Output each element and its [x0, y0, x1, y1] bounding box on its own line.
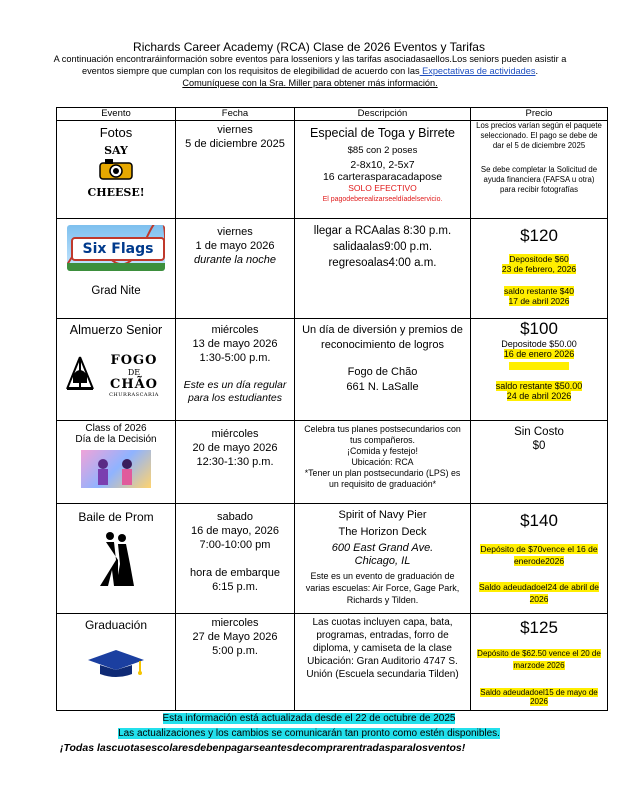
description-cell: llegar a RCAalas 8:30 p.m. salidaalas9:00 p.m. regresoalas4:00 a.m.: [295, 219, 471, 319]
date-cell: miercoles 27 de Mayo 2026 5:00 p.m.: [176, 614, 295, 711]
event-cell: Class of 2026 Día de la Decisión: [57, 421, 176, 504]
page-title: Richards Career Academy (RCA) Clase de 2026 Eventos y Tarifas: [133, 40, 485, 54]
students-celebrating-icon: [81, 450, 151, 488]
price-cell: $140 Depósito de $70vence el 16 de enerode2026 Saldo adeudadoel24 de abril de 2026: [471, 504, 608, 614]
event-cell: [57, 319, 176, 421]
header-evento: Evento: [57, 108, 176, 121]
event-cell: [57, 121, 176, 219]
table-row: [57, 504, 608, 614]
footer-notice: ¡Todas lascuotasescolaresdebenpagarseantesdecomprarentradasparalosventos!: [60, 742, 466, 754]
description-cell: Spirit of Navy Pier The Horizon Deck 600 East Grand Ave. Chicago, IL Este es un evento de graduación de varias escuelas: Air Force, Gage Park, Richards y Tilden.: [295, 504, 471, 614]
description-cell: Celebra tus planes postsecundarios con tus compañeros. ¡Comida y festejo! Ubicación: RCA *Tener un plan postsecundario (LPS) es un requisito de graduación*: [295, 421, 471, 504]
event-name: Grad Nite: [91, 285, 141, 297]
event-cell: [57, 504, 176, 614]
event-cell: [57, 219, 176, 319]
header-precio: Precio: [471, 108, 608, 121]
intro-text: [40, 53, 580, 89]
header-fecha: Fecha: [176, 108, 295, 121]
fire-pit-icon: [63, 353, 97, 393]
say-cheese-logo: SAY CHEESE!: [87, 144, 145, 199]
price-cell: Los precios varían según el paquete seleccionado. El pago se debe de dar el 5 de diciembre 2025 Se debe completar la Solicitud de ayuda financiera (FAFSA u otra) para recibir fotografías: [471, 121, 608, 219]
table-row: [57, 319, 608, 421]
date-cell: viernes 5 de diciembre 2025: [176, 121, 295, 219]
price-cell: $100 Depositode $50.00 16 de enero 2026 saldo restante $50.00 24 de abril 2026: [471, 319, 608, 421]
table-row: [57, 219, 608, 319]
description-cell: Un día de diversión y premios de reconocimiento de logros Fogo de Chão 661 N. LaSalle: [295, 319, 471, 421]
description-cell: Las cuotas incluyen capa, bata, programas, entradas, forro de diploma, y camiseta de la clase Ubicación: Gran Auditorio 4747 S. Unión (Escuela secundaria Tilden): [295, 614, 471, 711]
description-cell: Especial de Toga y Birrete $85 con 2 poses 2-8x10, 2-5x7 16 carterasparacadapose SOLO EFECTIVO El pagodeberealizarseeldíadelservicio.: [295, 121, 471, 219]
events-table: [56, 107, 608, 711]
date-cell: miércoles 20 de mayo 2026 12:30-1:30 p.m.: [176, 421, 295, 504]
table-row: [57, 121, 608, 219]
six-flags-logo: Six Flags: [67, 225, 165, 271]
intro-line-3: Comuníquese con la Sra. Miller para obtener más información.: [182, 78, 438, 88]
date-cell: viernes 1 de mayo 2026 durante la noche: [176, 219, 295, 319]
dancing-couple-icon: [96, 530, 136, 588]
date-cell: miércoles 13 de mayo 2026 1:30-5:00 p.m. Este es un día regular para los estudiantes: [176, 319, 295, 421]
camera-icon: [96, 157, 136, 181]
price-cell: Sin Costo $0: [471, 421, 608, 504]
event-cell: [57, 614, 176, 711]
footer-changes: Las actualizaciones y los cambios se comunicarán tan pronto como estén disponibles.: [118, 728, 500, 739]
event-name: Graduación: [84, 618, 148, 632]
event-name: Baile de Prom: [78, 510, 154, 524]
celebration-image: [81, 450, 151, 488]
table-row: [57, 421, 608, 504]
event-name: Almuerzo Senior: [69, 323, 163, 337]
price-cell: $120 Depositode $60 23 de febrero, 2026 saldo restante $40 17 de abril 2026: [471, 219, 608, 319]
fogo-de-chao-logo: FOGO DE CHÃO CHURRASCARIA: [57, 343, 175, 403]
table-header-row: [57, 108, 608, 121]
intro-line-1: A continuación encontraráinformación sobre eventos para losseniors y las tarifas asociadasaellos.Los seniors pueden asistir a: [53, 54, 567, 64]
highlight-bar: [509, 362, 569, 370]
activity-expectations-link[interactable]: Expectativas de actividades: [419, 66, 536, 76]
price-cell: $125 Depósito de $62.50 vence el 20 de marzode 2026 Saldo adeudadoel15 de mayo de 2026: [471, 614, 608, 711]
date-cell: sabado 16 de mayo, 2026 7:00-10:00 pm hora de embarque 6:15 p.m.: [176, 504, 295, 614]
event-name: Fotos: [99, 125, 133, 140]
footer-updated: Esta información está actualizada desde el 22 de octubre de 2025: [162, 713, 456, 724]
intro-line-2: eventos siempre que cumplan con los requisitos de elegibilidad de acuerdo con las Expectativas de actividades.: [81, 66, 539, 76]
graduation-cap-icon: [84, 646, 148, 680]
table-row: [57, 614, 608, 711]
header-descripcion: Descripción: [295, 108, 471, 121]
